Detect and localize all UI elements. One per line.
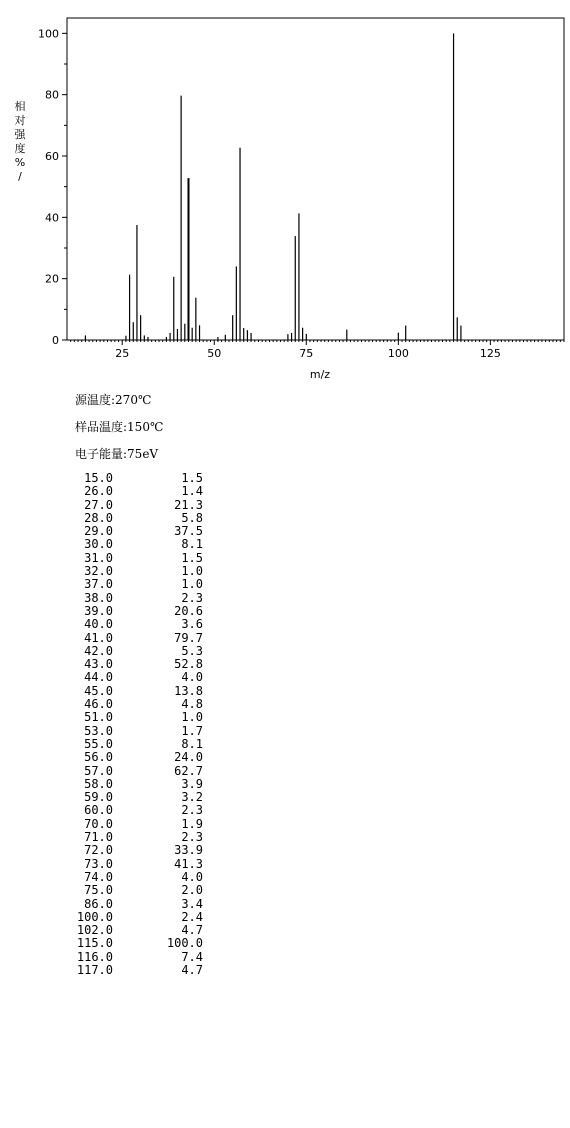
peak-row — [63, 618, 203, 631]
peak-mz: 60.0 — [84, 803, 113, 818]
peak-mz: 15.0 — [84, 471, 113, 485]
peak-mz: 39.0 — [84, 603, 113, 618]
y-tick-label: 60 — [45, 150, 59, 163]
peak-mz: 40.0 — [84, 617, 113, 632]
peak-row — [63, 804, 203, 817]
peak-abundance: 100.0 — [166, 936, 203, 951]
peak-mz: 41.0 — [84, 630, 113, 645]
peak-mz: 115.0 — [76, 936, 113, 951]
peak-abundance: 41.3 — [174, 856, 203, 871]
peak-abundance: 13.8 — [174, 683, 203, 698]
peak-mz: 74.0 — [84, 869, 113, 884]
peak-mz: 75.0 — [84, 883, 113, 898]
peak-abundance: 4.0 — [181, 670, 203, 685]
peak-row — [63, 898, 203, 911]
peak-mz: 46.0 — [84, 697, 113, 712]
peak-abundance: 62.7 — [174, 763, 203, 778]
peak-abundance: 5.3 — [181, 643, 203, 658]
peak-abundance: 2.3 — [181, 590, 203, 605]
peak-table — [63, 472, 203, 977]
peak-abundance: 5.8 — [181, 510, 203, 525]
peak-row — [63, 937, 203, 950]
peak-abundance: 4.7 — [181, 923, 203, 938]
peak-row — [63, 485, 203, 498]
peak-abundance: 3.2 — [181, 790, 203, 805]
peak-row — [63, 858, 203, 871]
peak-row — [63, 671, 203, 684]
peak-row — [63, 751, 203, 764]
peak-row — [63, 565, 203, 578]
electron-energy: 电子能量:75eV — [75, 447, 159, 461]
peak-row — [63, 578, 203, 591]
peak-row — [63, 765, 203, 778]
peak-row — [63, 884, 203, 897]
peak-abundance: 4.7 — [181, 962, 203, 977]
peak-row — [63, 831, 203, 844]
peak-row — [63, 738, 203, 751]
y-axis-label-char: % — [14, 156, 26, 169]
y-tick-label: 100 — [38, 27, 59, 41]
peak-row — [63, 964, 203, 977]
mass-spectrum-chart — [0, 0, 570, 385]
y-axis — [38, 27, 67, 347]
peak-abundance: 2.3 — [181, 830, 203, 845]
y-tick-label: 0 — [52, 334, 59, 347]
peak-row — [63, 525, 203, 538]
peak-mz: 43.0 — [84, 657, 113, 672]
peak-bars — [85, 33, 461, 340]
peak-abundance: 3.9 — [181, 776, 203, 791]
peak-abundance: 52.8 — [174, 657, 203, 672]
peak-row — [63, 725, 203, 738]
peak-row — [63, 711, 203, 724]
peak-row — [63, 499, 203, 512]
peak-row — [63, 778, 203, 791]
peak-abundance: 1.5 — [181, 550, 203, 565]
peak-mz: 38.0 — [84, 590, 113, 605]
peak-mz: 59.0 — [84, 790, 113, 805]
peak-abundance: 3.4 — [181, 896, 203, 911]
peak-row — [63, 685, 203, 698]
peak-abundance: 1.7 — [181, 723, 203, 738]
peak-mz: 55.0 — [84, 736, 113, 751]
peak-abundance: 1.9 — [181, 816, 203, 831]
peak-row — [63, 472, 203, 485]
peak-row — [63, 844, 203, 857]
x-axis-label: m/z — [309, 368, 331, 381]
peak-abundance: 2.4 — [181, 909, 203, 924]
peak-mz: 32.0 — [84, 564, 113, 579]
peak-abundance: 21.3 — [174, 497, 203, 512]
peak-abundance: 7.4 — [181, 949, 203, 964]
x-tick-label: 100 — [387, 347, 409, 360]
peak-row — [63, 552, 203, 565]
peak-abundance: 1.0 — [181, 710, 203, 725]
peak-mz: 42.0 — [84, 643, 113, 658]
peak-mz: 27.0 — [84, 497, 113, 512]
peak-mz: 29.0 — [84, 524, 113, 539]
peak-mz: 28.0 — [84, 510, 113, 525]
peak-mz: 116.0 — [76, 949, 113, 964]
peak-mz: 117.0 — [76, 962, 113, 977]
peak-mz: 58.0 — [84, 776, 113, 791]
peak-mz: 72.0 — [84, 843, 113, 858]
peak-mz: 102.0 — [76, 923, 113, 938]
y-axis-label-char: 强 — [14, 128, 26, 141]
peak-row — [63, 645, 203, 658]
x-tick-label: 50 — [207, 347, 222, 360]
peak-mz: 100.0 — [76, 909, 113, 924]
peak-abundance: 33.9 — [174, 843, 203, 858]
peak-mz: 70.0 — [84, 816, 113, 831]
peak-abundance: 1.5 — [181, 471, 203, 485]
peak-row — [63, 871, 203, 884]
peak-row — [63, 538, 203, 551]
source-temperature: 源温度:270℃ — [75, 393, 152, 407]
y-tick-label: 20 — [45, 272, 59, 286]
peak-abundance: 3.6 — [181, 617, 203, 632]
peak-mz: 71.0 — [84, 830, 113, 845]
peak-mz: 73.0 — [84, 856, 113, 871]
peak-mz: 44.0 — [84, 670, 113, 685]
peak-row — [63, 698, 203, 711]
peak-mz: 86.0 — [84, 896, 113, 911]
x-tick-label: 25 — [115, 347, 130, 360]
peak-abundance: 4.0 — [181, 869, 203, 884]
peak-abundance: 2.3 — [181, 803, 203, 818]
y-axis-label-char: 度 — [14, 142, 26, 155]
peak-mz: 45.0 — [84, 683, 113, 698]
peak-row — [63, 791, 203, 804]
peak-row — [63, 951, 203, 964]
peak-mz: 56.0 — [84, 750, 113, 765]
peak-abundance: 2.0 — [181, 883, 203, 898]
peak-abundance: 8.1 — [181, 736, 203, 751]
y-tick-label: 80 — [45, 88, 59, 102]
peak-abundance: 37.5 — [174, 524, 203, 539]
peak-abundance: 1.0 — [181, 564, 203, 579]
peak-abundance: 1.0 — [181, 577, 203, 592]
x-axis — [71, 340, 564, 360]
peak-mz: 53.0 — [84, 723, 113, 738]
peak-row — [63, 924, 203, 937]
peak-row — [63, 632, 203, 645]
peak-mz: 51.0 — [84, 710, 113, 725]
x-tick-label: 75 — [299, 347, 314, 360]
peak-mz: 26.0 — [84, 484, 113, 499]
peak-mz: 57.0 — [84, 763, 113, 778]
peak-abundance: 24.0 — [174, 750, 203, 765]
peak-abundance: 8.1 — [181, 537, 203, 552]
peak-row — [63, 911, 203, 924]
peak-row — [63, 512, 203, 525]
sample-temperature: 样品温度:150℃ — [75, 420, 164, 434]
peak-mz: 30.0 — [84, 537, 113, 552]
peak-abundance: 4.8 — [181, 697, 203, 712]
peak-abundance: 20.6 — [174, 603, 203, 618]
y-axis-label-char: / — [18, 170, 22, 183]
peak-row — [63, 818, 203, 831]
peak-mz: 37.0 — [84, 577, 113, 592]
y-axis-label-char: 相 — [14, 100, 26, 113]
x-tick-label: 125 — [479, 347, 501, 360]
peak-abundance: 1.4 — [181, 484, 203, 499]
y-tick-label: 40 — [45, 211, 59, 225]
peak-mz: 31.0 — [84, 550, 113, 565]
plot-frame — [67, 18, 564, 340]
peak-abundance: 79.7 — [174, 630, 203, 645]
peak-row — [63, 658, 203, 671]
peak-row — [63, 605, 203, 618]
y-axis-label-char: 对 — [14, 114, 26, 127]
peak-row — [63, 592, 203, 605]
y-axis-label — [15, 99, 27, 183]
